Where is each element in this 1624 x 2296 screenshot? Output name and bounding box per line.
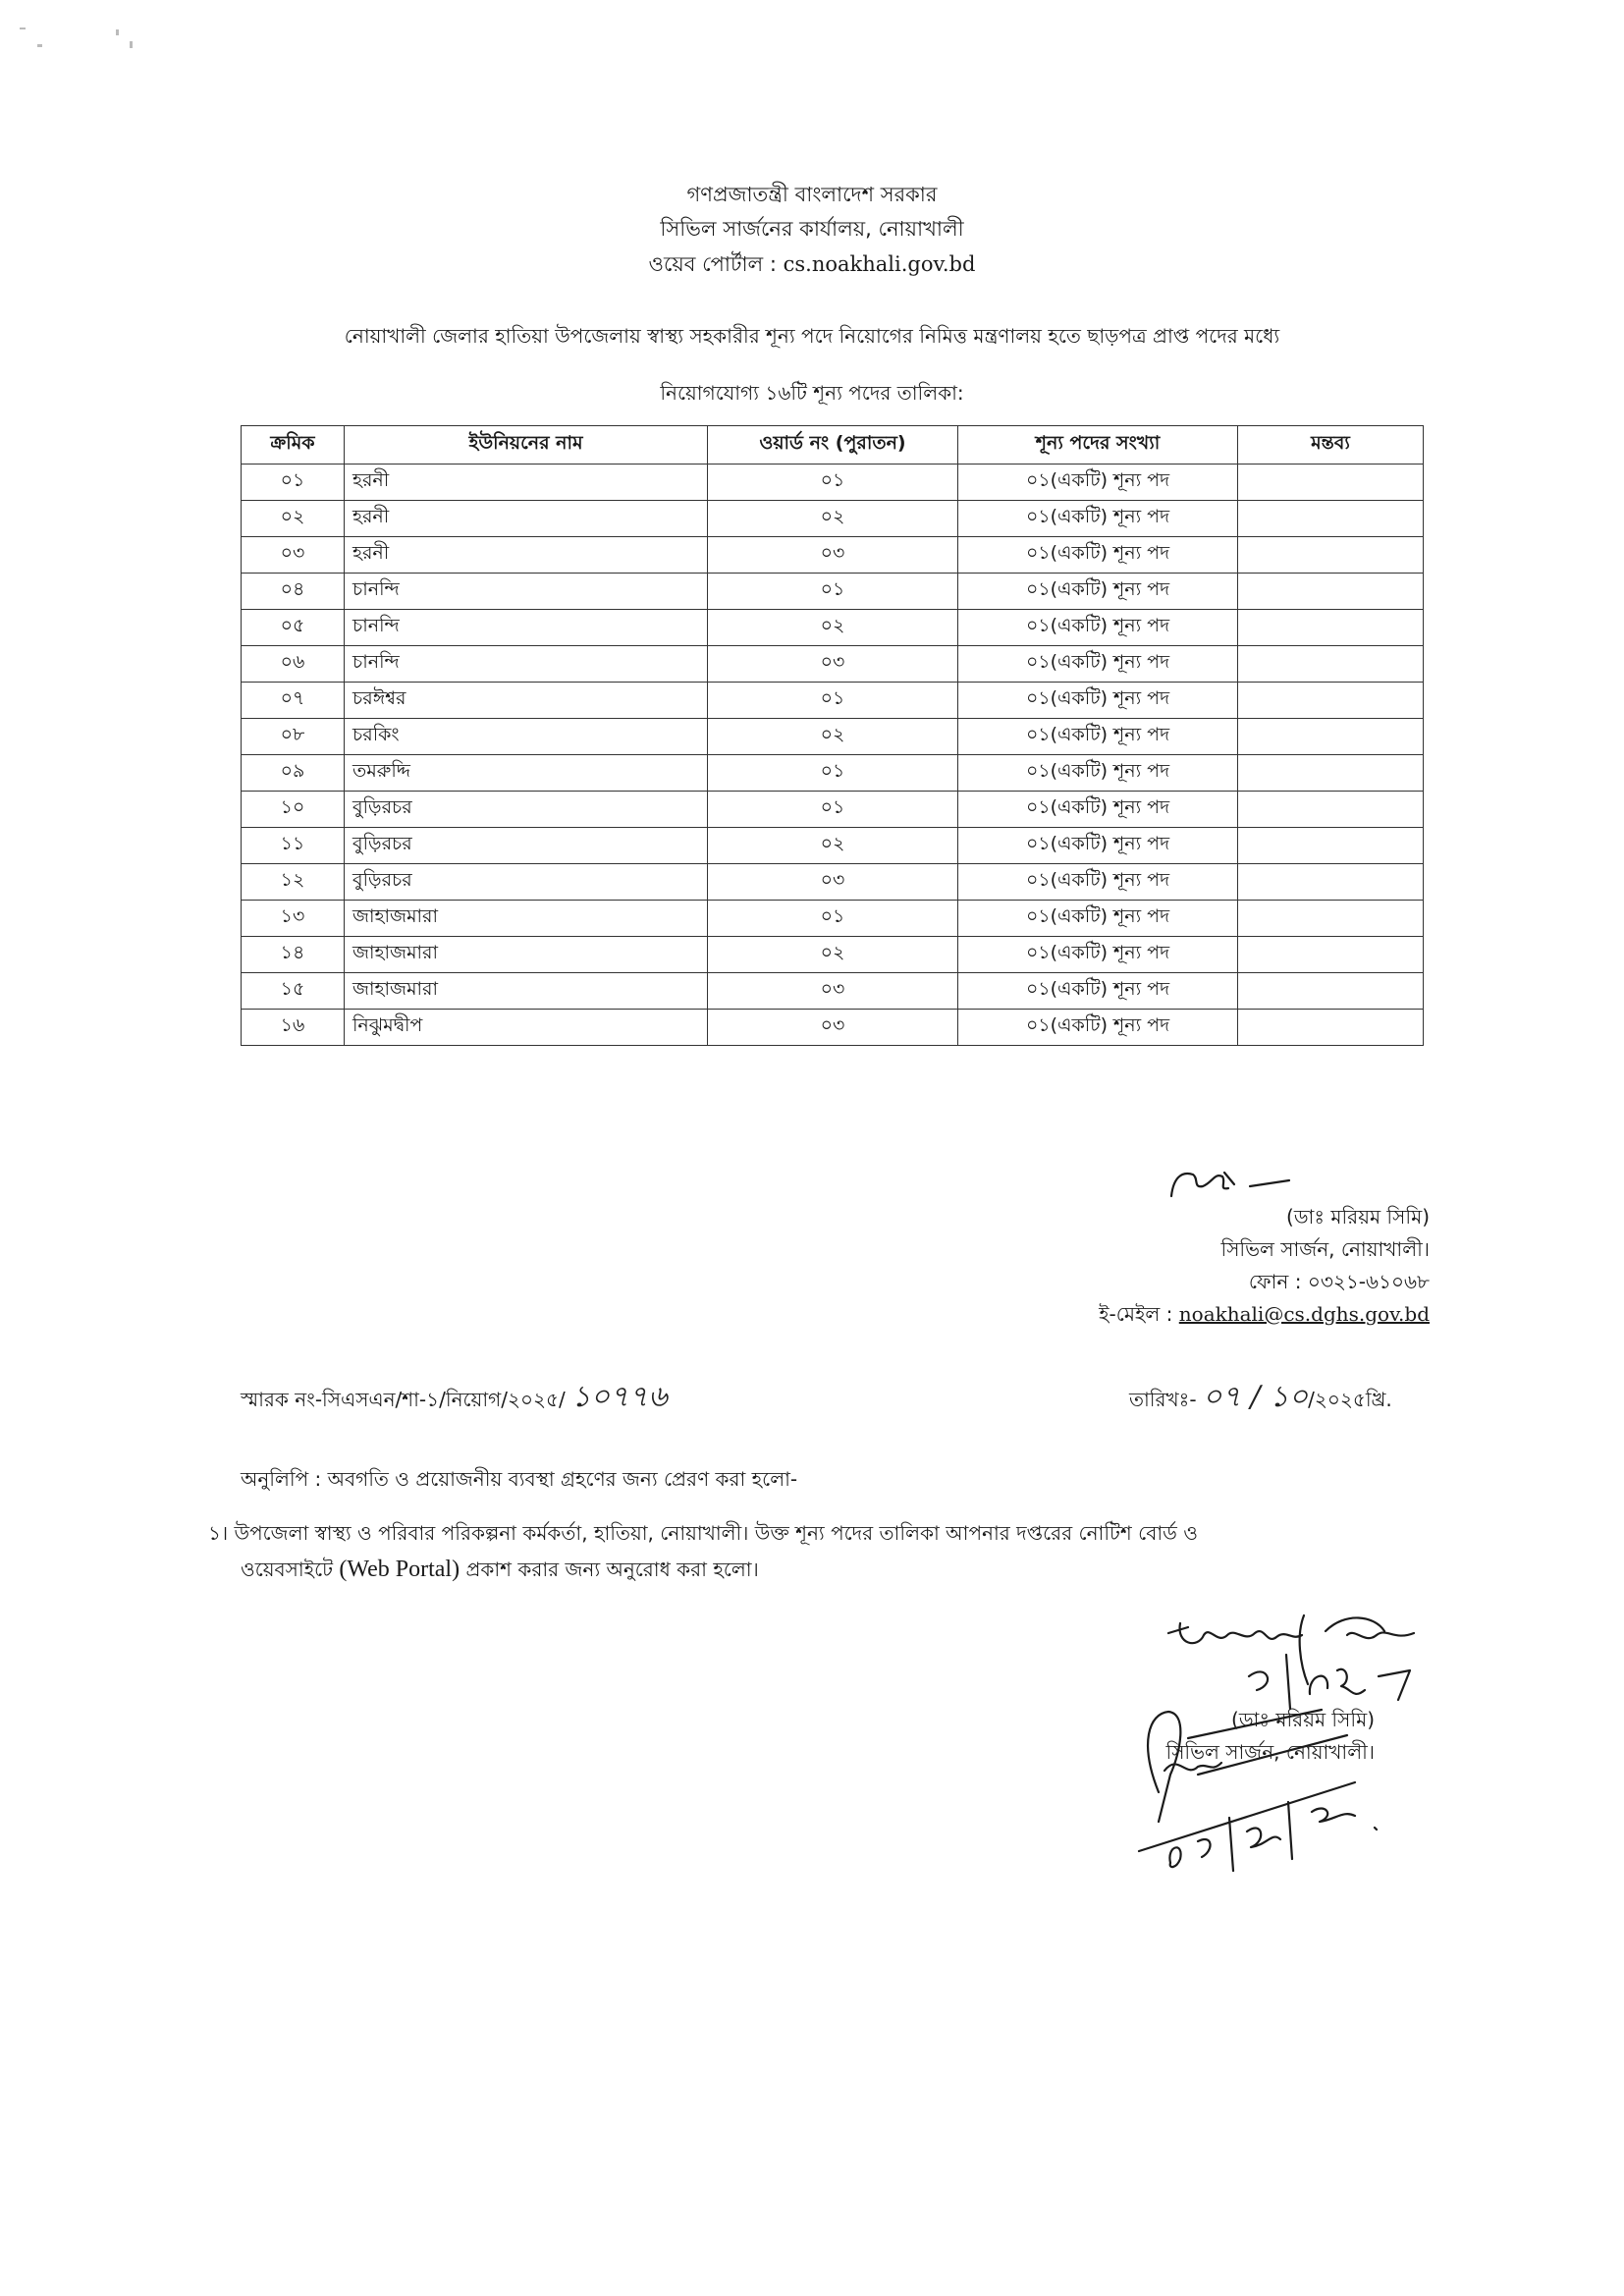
table-row (242, 574, 1424, 610)
cell-ward: ০৩ (708, 973, 958, 1010)
memo-date: তারিখঃ- ০৭ / ১০/২০২৫খ্রি. (1129, 1380, 1392, 1414)
cell-vacancies: ০১(একটি) শূন্য পদ (958, 610, 1238, 646)
cell-vacancies: ০১(একটি) শূন্য পদ (958, 537, 1238, 574)
cell-vacancies: ০১(একটি) শূন্য পদ (958, 646, 1238, 683)
cell-ward: ০২ (708, 501, 958, 537)
date-year: /২০২৫খ্রি. (1308, 1388, 1392, 1411)
table-row (242, 864, 1424, 901)
cell-union: বুড়িরচর (345, 864, 708, 901)
table-row (242, 501, 1424, 537)
intro-line-1: নোয়াখালী জেলার হাতিয়া উপজেলায় স্বাস্থ্য সহকারীর শূন্য পদে নিয়োগের নিমিত্ত মন্ত্রণালয় হতে ছাড়পত্র প্রাপ্ত পদের মধ্যে (344, 324, 1280, 348)
cell-remarks (1238, 792, 1424, 828)
cell-union: হরনী (345, 465, 708, 501)
cell-serial: ১২ (242, 864, 345, 901)
cell-remarks (1238, 828, 1424, 864)
cell-union: জাহাজমারা (345, 973, 708, 1010)
cell-remarks (1238, 901, 1424, 937)
cell-union: হরনী (345, 501, 708, 537)
cell-ward: ০১ (708, 755, 958, 792)
col-vacancy-count: শূন্য পদের সংখ্যা (958, 426, 1238, 465)
cell-union: চানন্দি (345, 610, 708, 646)
cell-serial: ০৫ (242, 610, 345, 646)
signatory-designation: সিভিল সার্জন, নোয়াখালী। (1220, 1237, 1430, 1261)
cell-vacancies: ০১(একটি) শূন্য পদ (958, 574, 1238, 610)
date-label: তারিখঃ- (1129, 1388, 1203, 1411)
email-link[interactable]: noakhali@cs.dghs.gov.bd (1178, 1302, 1430, 1326)
cell-ward: ০৩ (708, 864, 958, 901)
table-row (242, 683, 1424, 719)
cell-remarks (1238, 646, 1424, 683)
web-portal-url[interactable]: cs.noakhali.gov.bd (783, 252, 976, 276)
intro-line-2: নিয়োগযোগ্য ১৬টি শূন্য পদের তালিকা: (660, 381, 964, 405)
cell-union: জাহাজমারা (345, 901, 708, 937)
phone-number: ০৩২১-৬১০৬৮ (1307, 1270, 1430, 1293)
cell-vacancies: ০১(একটি) শূন্য পদ (958, 1010, 1238, 1046)
table-row (242, 537, 1424, 574)
cell-ward: ০১ (708, 574, 958, 610)
copy-item-1-text-pre: ওয়েবসাইটে (241, 1558, 340, 1581)
cell-union: হরনী (345, 537, 708, 574)
copy-item-1-text-post: প্রকাশ করার জন্য অনুরোধ করা হলো। (460, 1558, 759, 1581)
cell-union: চরঈশ্বর (345, 683, 708, 719)
cell-ward: ০৩ (708, 1010, 958, 1046)
cell-serial: ১১ (242, 828, 345, 864)
cell-union: নিঝুমদ্বীপ (345, 1010, 708, 1046)
cell-ward: ০৩ (708, 537, 958, 574)
cell-remarks (1238, 755, 1424, 792)
cell-remarks (1238, 610, 1424, 646)
col-remarks: মন্তব্য (1238, 426, 1424, 465)
cell-ward: ০২ (708, 937, 958, 973)
cell-ward: ০২ (708, 610, 958, 646)
cell-serial: ০১ (242, 465, 345, 501)
table-row (242, 610, 1424, 646)
cell-serial: ০৩ (242, 537, 345, 574)
signatory-email (1017, 1298, 1430, 1331)
cell-vacancies: ০১(একটি) শূন্য পদ (958, 501, 1238, 537)
letterhead-government: গণপ্রজাতন্ত্রী বাংলাদেশ সরকার (686, 183, 938, 206)
cell-ward: ০২ (708, 828, 958, 864)
signatory-block (1017, 1201, 1430, 1331)
copy-item-1-web-portal: (Web Portal) (339, 1557, 460, 1582)
letterhead-office: সিভিল সার্জনের কার্যালয়, নোয়াখালী (660, 217, 964, 241)
phone-label: ফোন : (1248, 1270, 1308, 1293)
cell-serial: ০৯ (242, 755, 345, 792)
cell-remarks (1238, 574, 1424, 610)
cell-union: জাহাজমারা (345, 937, 708, 973)
cell-remarks (1238, 537, 1424, 574)
vacancy-table (241, 425, 1424, 1046)
handwritten-signature-and-date (1119, 1606, 1532, 1890)
col-union-name: ইউনিয়নের নাম (345, 426, 708, 465)
cell-vacancies: ০১(একটি) শূন্য পদ (958, 683, 1238, 719)
cell-ward: ০১ (708, 683, 958, 719)
email-label: ই-মেইল : (1099, 1302, 1179, 1326)
cell-union: তমরুদ্দি (345, 755, 708, 792)
copy-item-1-line-1: ১। উপজেলা স্বাস্থ্য ও পরিবার পরিকল্পনা কর্মকর্তা, হাতিয়া, নোয়াখালী। উক্ত শূন্য পদের তালিকা আপনার দপ্তরের নোটিশ বোর্ড ও (208, 1521, 1198, 1545)
memo-ref-number-handwritten: ১০৭৭৬ (571, 1380, 668, 1414)
cell-union: চরকিং (345, 719, 708, 755)
copy-signatory-name: (ডাঃ মরিয়ম সিমি) (1231, 1708, 1375, 1731)
cell-remarks (1238, 973, 1424, 1010)
letterhead-web-portal (0, 247, 1624, 281)
table-row (242, 937, 1424, 973)
memo-ref-label: স্মারক নং-সিএসএন/শা-১/নিয়োগ/২০২৫/ (241, 1388, 572, 1411)
scan-speck (37, 44, 42, 47)
table-row (242, 646, 1424, 683)
cell-serial: ০৬ (242, 646, 345, 683)
web-portal-label: ওয়েব পোর্টাল : (648, 252, 784, 276)
table-row (242, 973, 1424, 1010)
cell-vacancies: ০১(একটি) শূন্য পদ (958, 937, 1238, 973)
cell-vacancies: ০১(একটি) শূন্য পদ (958, 973, 1238, 1010)
cell-union: বুড়িরচর (345, 828, 708, 864)
cell-union: চানন্দি (345, 646, 708, 683)
cell-remarks (1238, 1010, 1424, 1046)
table-row (242, 792, 1424, 828)
cell-vacancies: ০১(একটি) শূন্য পদ (958, 719, 1238, 755)
cell-ward: ০২ (708, 719, 958, 755)
cell-serial: ০৮ (242, 719, 345, 755)
cell-ward: ০৩ (708, 646, 958, 683)
cell-ward: ০১ (708, 792, 958, 828)
table-row (242, 1010, 1424, 1046)
cell-remarks (1238, 937, 1424, 973)
table-header-row (242, 426, 1424, 465)
copy-heading: অনুলিপি : অবগতি ও প্রয়োজনীয় ব্যবস্থা গ্রহণের জন্য প্রেরণ করা হলো- (241, 1467, 798, 1491)
table-row (242, 719, 1424, 755)
cell-vacancies: ০১(একটি) শূন্য পদ (958, 901, 1238, 937)
cell-serial: ০২ (242, 501, 345, 537)
cell-serial: ০৪ (242, 574, 345, 610)
scan-speck (20, 27, 26, 29)
cell-union: বুড়িরচর (345, 792, 708, 828)
table-row (242, 465, 1424, 501)
cell-remarks (1238, 465, 1424, 501)
signatory-name: (ডাঃ মরিয়ম সিমি) (1286, 1205, 1430, 1229)
cell-serial: ১৪ (242, 937, 345, 973)
cell-remarks (1238, 719, 1424, 755)
memo-reference (241, 1380, 668, 1417)
scan-speck (116, 29, 119, 35)
cell-serial: ১৩ (242, 901, 345, 937)
signatory-phone (1017, 1266, 1430, 1298)
cell-vacancies: ০১(একটি) শূন্য পদ (958, 828, 1238, 864)
cell-remarks (1238, 501, 1424, 537)
copy-item-1-line-2 (241, 1552, 759, 1587)
table-row (242, 755, 1424, 792)
cell-remarks (1238, 864, 1424, 901)
table-row (242, 828, 1424, 864)
cell-serial: ১৬ (242, 1010, 345, 1046)
table-row (242, 901, 1424, 937)
cell-union: চানন্দি (345, 574, 708, 610)
scan-speck (130, 41, 133, 48)
col-serial: ক্রমিক (242, 426, 345, 465)
copy-signatory-designation: সিভিল সার্জন, নোয়াখালী। (1165, 1740, 1375, 1764)
cell-serial: ১৫ (242, 973, 345, 1010)
cell-vacancies: ০১(একটি) শূন্য পদ (958, 864, 1238, 901)
cell-vacancies: ০১(একটি) শূন্য পদ (958, 465, 1238, 501)
date-day-handwritten: ০৭ (1202, 1380, 1241, 1414)
cell-ward: ০১ (708, 465, 958, 501)
date-month-handwritten: ১০ (1270, 1380, 1309, 1414)
cell-serial: ০৭ (242, 683, 345, 719)
cell-ward: ০১ (708, 901, 958, 937)
col-ward-no: ওয়ার্ড নং (পুরাতন) (708, 426, 958, 465)
cell-vacancies: ০১(একটি) শূন্য পদ (958, 755, 1238, 792)
cell-vacancies: ০১(একটি) শূন্য পদ (958, 792, 1238, 828)
cell-serial: ১০ (242, 792, 345, 828)
cell-remarks (1238, 683, 1424, 719)
